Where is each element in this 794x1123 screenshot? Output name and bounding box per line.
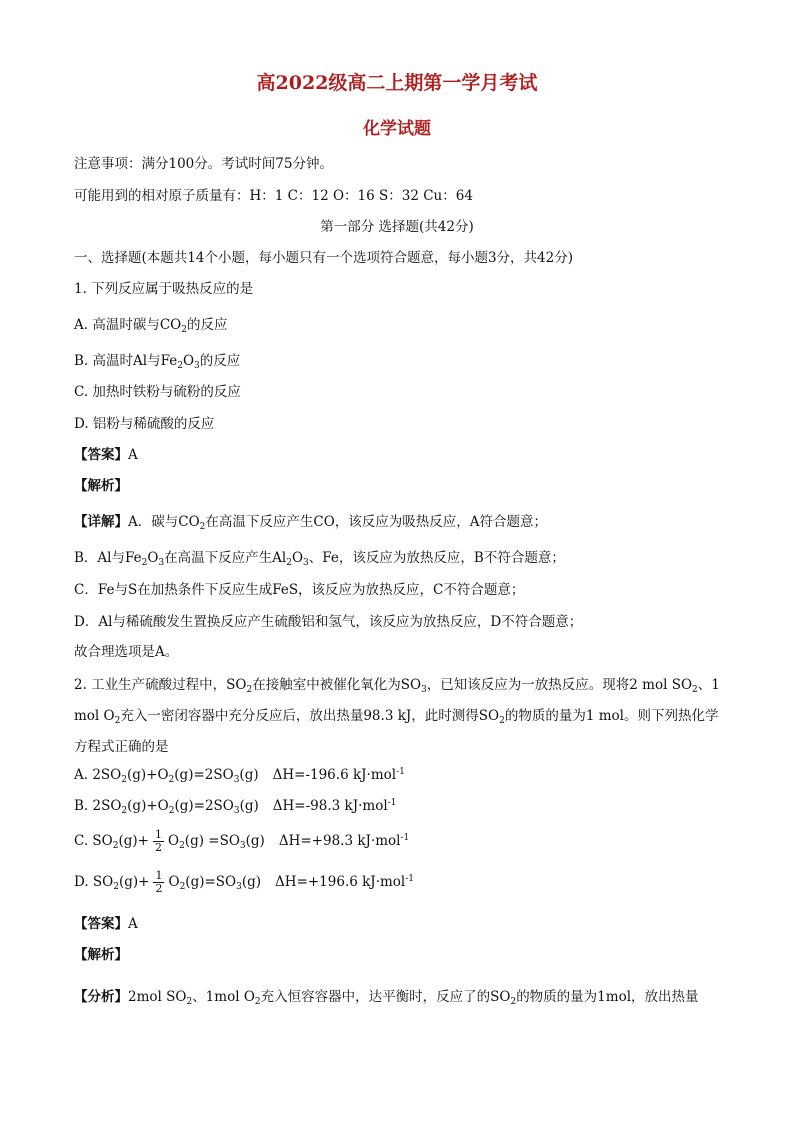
q2-answer: 【答案】A xyxy=(74,916,138,932)
q2-stem-line1: 2. 工业生产硫酸过程中，$SO_2$在接触室中被催化氧化为$SO_3$，已知该反应为一放热反应。现将2 mol $SO_2$、1 xyxy=(74,677,720,695)
subject-title: 化学试题 xyxy=(363,119,431,139)
fraction: $\frac{1}{2}$ xyxy=(155,869,163,895)
q1-detail-c: C．Fe与S在加热条件下反应生成FeS，该反应为放热反应，C不符合题意； xyxy=(74,582,525,598)
q2-option-d: D. $SO_2(g)+$ $\frac{1}{2}$ $O_2(g)=SO_3(g)$ ΔH=+196.6 kJ·mol$^{-1}$ xyxy=(74,869,415,895)
q2-option-a: A. $2SO_2(g)+O_2(g)=2SO_3(g)$ ΔH=-196.6 kJ·mol$^{-1}$ xyxy=(74,767,405,785)
q1-detail-b: B．Al与$Fe_2O_3$在高温下反应产生$Al_2O_3$、Fe，该反应为放热反应，B不符合题意； xyxy=(74,550,565,568)
q2-stem-line2: mol $O_2$充入一密闭容器中充分反应后，放出热量98.3 kJ，此时测得$SO_2$的物质的量为1 mol。则下列热化学 xyxy=(74,708,719,726)
q2-analysis-label: 【解析】 xyxy=(74,947,128,963)
q1-answer: 【答案】A xyxy=(74,447,138,463)
fraction: $\frac{1}{2}$ xyxy=(154,828,162,854)
q1-option-a: A. 高温时碳与$CO_2$的反应 xyxy=(74,317,228,335)
atomic-mass-line: 可能用到的相对原子质量有：H：1 C：12 O：16 S：32 Cu：64 xyxy=(74,188,473,204)
part-heading: 第一部分 选择题(共42分) xyxy=(320,219,474,235)
notes-line: 注意事项：满分100分。考试时间75分钟。 xyxy=(74,156,333,172)
q1-analysis-label: 【解析】 xyxy=(74,478,128,494)
q2-stem-line3: 方程式正确的是 xyxy=(74,739,169,755)
q1-option-b: B. 高温时Al与$Fe_2O_3$的反应 xyxy=(74,353,241,371)
exam-title: 高2022级高二上期第一学月考试 xyxy=(256,72,538,94)
q1-option-c: C. 加热时铁粉与硫粉的反应 xyxy=(74,384,241,400)
q1-detail-d: D．Al与稀硫酸发生置换反应产生硫酸铝和氢气，该反应为放热反应，D不符合题意； xyxy=(74,614,583,630)
q2-fenxi: 【分析】2mol $SO_2$、1mol $O_2$充入恒容容器中，达平衡时，反应了的$SO_2$的物质的量为1mol，放出热量 xyxy=(74,989,699,1007)
q1-option-d: D. 铝粉与稀硫酸的反应 xyxy=(74,416,215,432)
q1-conclusion: 故合理选项是A。 xyxy=(74,644,179,660)
q2-option-b: B. $2SO_2(g)+O_2(g)=2SO_3(g)$ ΔH=-98.3 kJ·mol$^{-1}$ xyxy=(74,798,397,816)
q2-option-c: C. $SO_2(g)+$ $\frac{1}{2}$ $O_2(g) =SO_3(g)$ ΔH=+98.3 kJ·mol$^{-1}$ xyxy=(74,828,410,854)
section-heading: 一、选择题(本题共14个小题，每小题只有一个选项符合题意，每小题3分，共42分) xyxy=(74,250,573,266)
q1-stem: 1. 下列反应属于吸热反应的是 xyxy=(74,281,254,297)
q1-detail-a: 【详解】A．碳与$CO_2$在高温下反应产生CO，该反应为吸热反应，A符合题意； xyxy=(74,514,548,532)
